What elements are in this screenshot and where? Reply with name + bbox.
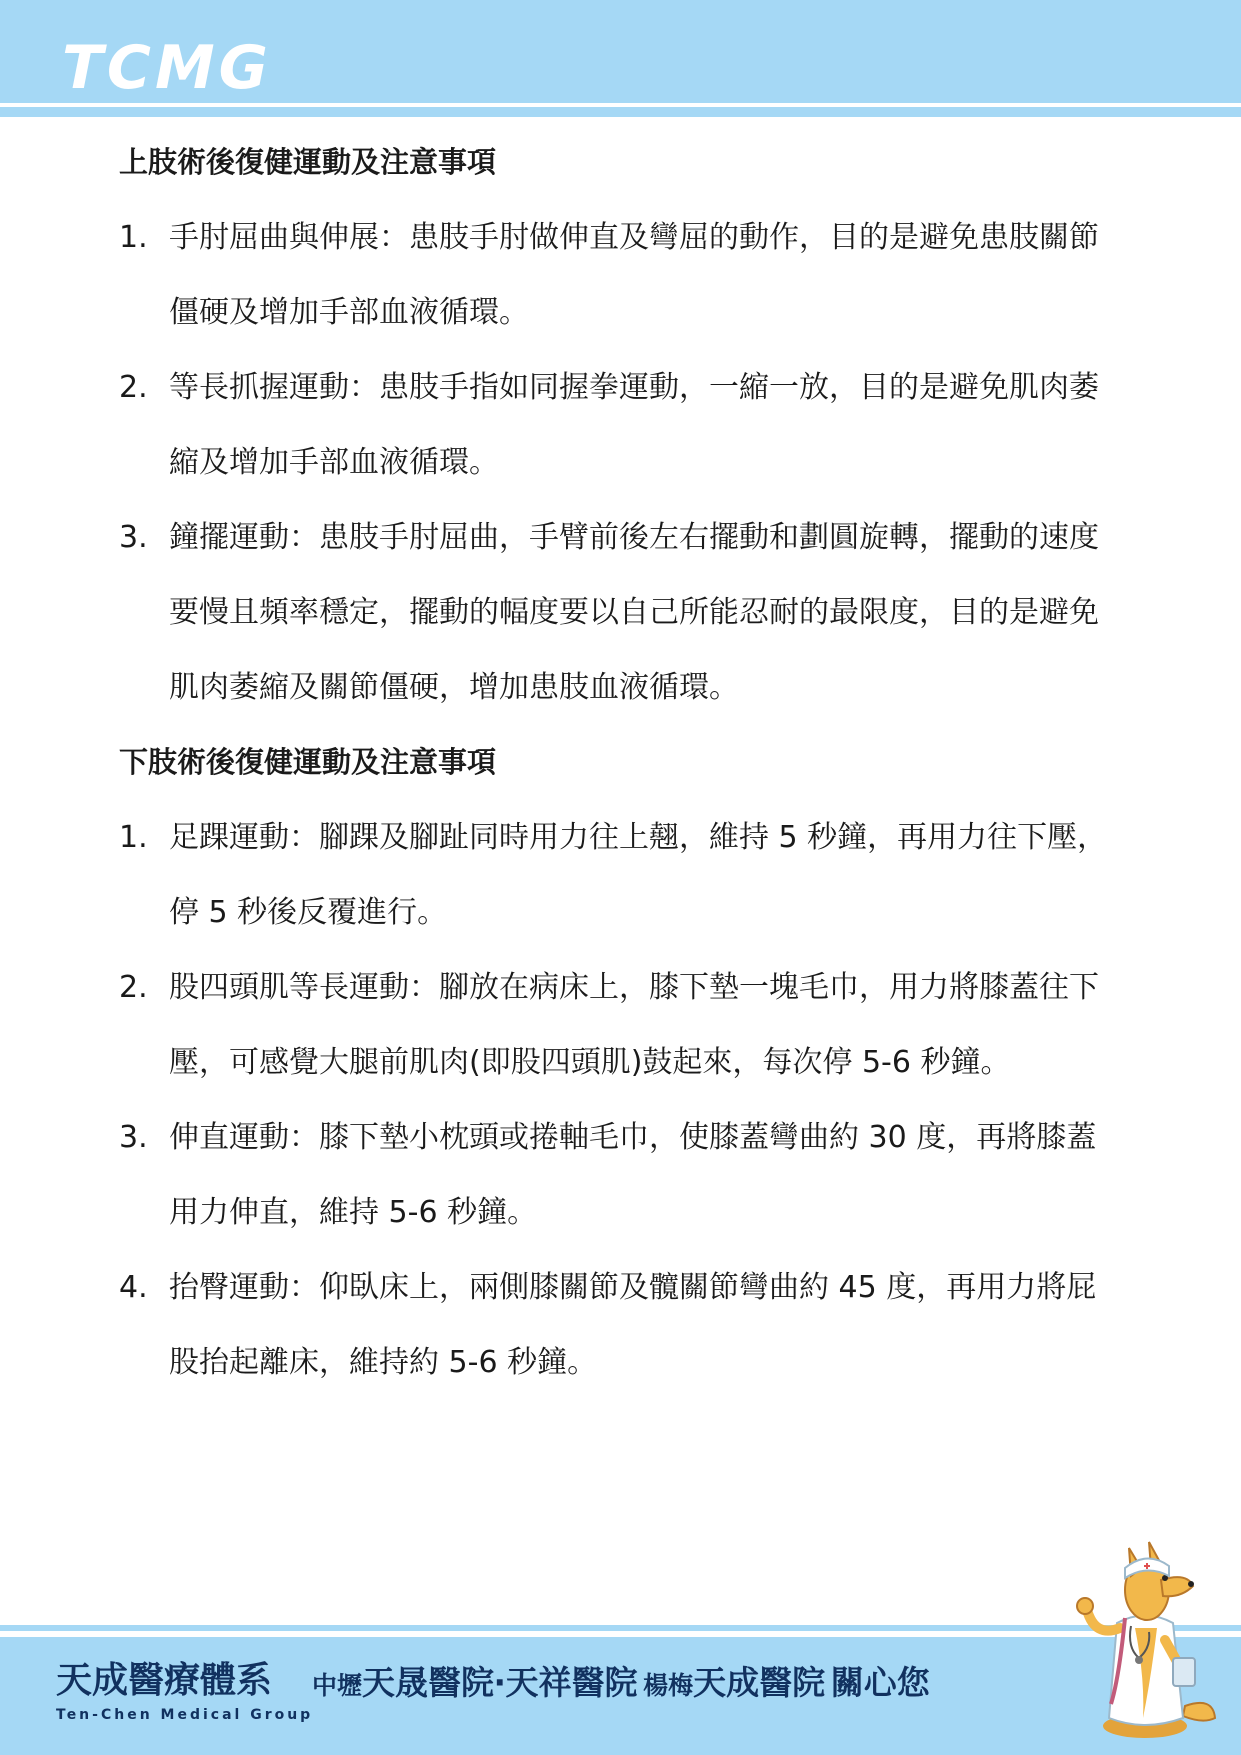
item-text: 手肘屈曲與伸展：患肢手肘做伸直及彎屈的動作，目的是避免患肢關節僵硬及增加手部血液循環。 xyxy=(169,220,1099,330)
item-text: 等長抓握運動：患肢手指如同握拳運動，一縮一放，目的是避免肌肉萎縮及增加手部血液循環。 xyxy=(169,370,1099,480)
hospital-tagline xyxy=(312,1663,930,1706)
care-text: 關心您 xyxy=(830,1663,930,1702)
item-number: 1. xyxy=(119,220,148,255)
item-text: 抬臀運動：仰臥床上，兩側膝關節及髖關節彎曲約 45 度，再用力將屁股抬起離床，維持約 5-6 秒鐘。 xyxy=(169,1270,1097,1380)
section-title: 上肢術後復健運動及注意事項 xyxy=(119,145,497,179)
list-item xyxy=(119,1250,1139,1400)
item-text: 股四頭肌等長運動：腳放在病床上，膝下墊一塊毛巾，用力將膝蓋往下壓，可感覺大腿前肌肉(即股四頭肌)鼓起來，每次停 5-6 秒鐘。 xyxy=(169,970,1099,1080)
item-number: 2. xyxy=(119,970,148,1005)
hospital-name: 天成醫院 xyxy=(693,1663,826,1702)
org-name-english: Ten-Chen Medical Group xyxy=(56,1707,314,1723)
item-text: 伸直運動：膝下墊小枕頭或捲軸毛巾，使膝蓋彎曲約 30 度，再將膝蓋用力伸直，維持 5-6 秒鐘。 xyxy=(169,1120,1097,1230)
list-item xyxy=(119,1100,1139,1250)
item-text: 足踝運動：腳踝及腳趾同時用力往上翹，維持 5 秒鐘，再用力往下壓，停 5 秒後反覆進行。 xyxy=(169,820,1108,930)
item-text: 鐘擺運動：患肢手肘屈曲，手臂前後左右擺動和劃圓旋轉，擺動的速度要慢且頻率穩定，擺動的幅度要以自己所能忍耐的最限度，目的是避免肌肉萎縮及關節僵硬，增加患肢血液循環。 xyxy=(169,520,1099,705)
header-band xyxy=(0,0,1241,103)
document-body xyxy=(119,125,1139,1400)
lower-limb-section xyxy=(119,725,1139,1400)
location-label: 中壢 xyxy=(312,1671,363,1700)
upper-limb-section xyxy=(119,125,1139,725)
list-item xyxy=(119,350,1139,500)
item-number: 2. xyxy=(119,370,148,405)
list-item xyxy=(119,200,1139,350)
hospital-name: 天晟醫院‧天祥醫院 xyxy=(362,1663,638,1702)
item-number: 1. xyxy=(119,820,148,855)
header-divider xyxy=(0,107,1241,117)
location-label: 楊梅 xyxy=(643,1671,694,1700)
item-number: 4. xyxy=(119,1270,148,1305)
footer-divider xyxy=(0,1625,1241,1631)
item-number: 3. xyxy=(119,520,148,555)
list-item xyxy=(119,500,1139,725)
org-name: 天成醫療體系 xyxy=(56,1660,273,1701)
list-item xyxy=(119,950,1139,1100)
list-item xyxy=(119,800,1139,950)
section-title: 下肢術後復健運動及注意事項 xyxy=(119,745,497,779)
tcmg-logo: TCMG xyxy=(62,33,272,103)
kangaroo-doctor-mascot-icon xyxy=(1065,1528,1225,1743)
item-number: 3. xyxy=(119,1120,148,1155)
